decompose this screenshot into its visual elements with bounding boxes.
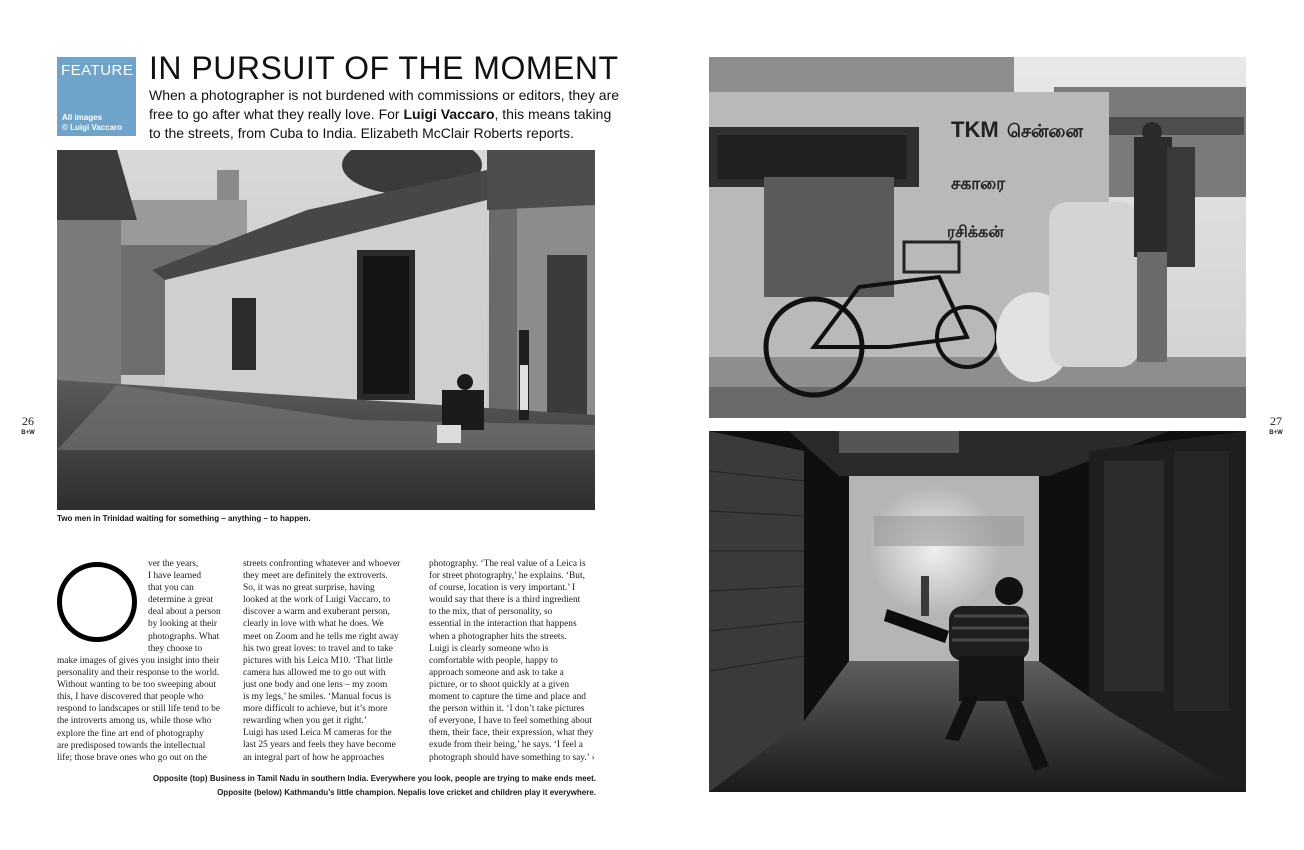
body-line: when a photographer hits the streets. bbox=[429, 631, 567, 642]
body-line: discover a warm and exuberant person, bbox=[243, 607, 390, 618]
body-line: of everyone, I have to feel something about bbox=[429, 716, 592, 727]
folio-brand-right: B+W bbox=[1269, 430, 1283, 436]
page-number-right: 27 bbox=[1270, 414, 1282, 428]
body-line: the person within it. ‘I don’t take pictures bbox=[429, 704, 585, 715]
body-line: Luigi is clearly someone who is bbox=[429, 643, 549, 654]
feature-label: FEATURE bbox=[61, 62, 134, 79]
drop-cap-o bbox=[57, 562, 137, 642]
body-line: picture, or to shoot quickly at a given bbox=[429, 679, 570, 690]
body-line: comfortable with people, happy to bbox=[429, 655, 558, 666]
body-column-2 bbox=[243, 558, 400, 764]
caption-opposite-below: Opposite (below) Kathmandu’s little champion. Nepalis love cricket and children play it everywhere. bbox=[217, 788, 596, 797]
body-line: explore the fine art end of photography bbox=[57, 728, 204, 739]
body-line: just one body and one lens – my zoom bbox=[243, 679, 388, 690]
body-line: is my legs,’ he smiles. ‘Manual focus is bbox=[243, 692, 391, 703]
body-line: rewarding when you get it right.’ bbox=[243, 716, 367, 727]
body-line: Luigi has used Leica M cameras for the bbox=[243, 728, 392, 739]
body-line: make images of gives you insight into their bbox=[57, 656, 220, 666]
body-line: pictures with his Leica M10. ‘That little bbox=[243, 655, 393, 666]
body-line: ver the years, bbox=[148, 559, 199, 569]
standfirst-line-2-end: , this means taking bbox=[494, 106, 612, 122]
wall-sign-tamil-2: சகாரை bbox=[951, 174, 1006, 194]
body-line: So, it was no great surprise, having bbox=[243, 583, 375, 594]
wall-sign-tkm: TKM bbox=[951, 117, 999, 142]
body-line: streets confronting whatever and whoever bbox=[243, 559, 401, 569]
body-line: determine a great bbox=[148, 595, 214, 606]
body-line: photographs. What bbox=[148, 631, 220, 642]
photo-caption-left: Two men in Trinidad waiting for something – anything – to happen. bbox=[57, 514, 311, 523]
body-line: essential in the interaction that happens bbox=[429, 619, 577, 630]
body-line: of course, location is very important.’ I bbox=[429, 583, 576, 594]
body-line: last 25 years and feels they have become bbox=[243, 740, 396, 751]
body-line: would say that there is a third ingredient bbox=[429, 595, 581, 606]
body-line: the introverts among us, while those who bbox=[57, 716, 212, 727]
standfirst-line-2 bbox=[149, 105, 612, 124]
body-column-1-wrapped bbox=[148, 558, 221, 655]
body-line: life; those brave ones who go out on the bbox=[57, 752, 207, 763]
body-column-1 bbox=[57, 655, 220, 764]
standfirst bbox=[149, 86, 620, 143]
caption-opposite-top: Opposite (top) Business in Tamil Nadu in southern India. Everywhere you look, people are trying to make ends meet. bbox=[152, 774, 596, 783]
body-line: his two great loves: to travel and to take bbox=[243, 643, 393, 654]
body-line: an integral part of how he approaches bbox=[243, 752, 385, 763]
body-line: photograph should have something to say.’ › bbox=[429, 752, 595, 763]
opposite-captions bbox=[153, 772, 596, 800]
body-column-3 bbox=[429, 558, 595, 764]
body-line: they choose to bbox=[148, 643, 203, 654]
credit-line-2: © Luigi Vaccaro bbox=[62, 123, 123, 132]
body-line: to the mix, that of personality, so bbox=[429, 607, 553, 618]
page-number-left: 26 bbox=[22, 414, 34, 428]
photographer-name: Luigi Vaccaro bbox=[403, 106, 495, 122]
body-line: deal about a person bbox=[148, 607, 221, 618]
body-line: by looking at their bbox=[148, 619, 217, 630]
body-line: that you can bbox=[148, 583, 194, 594]
body-line: personality and their response to the world. bbox=[57, 668, 220, 679]
body-line: meet on Zoom and he tells me right away bbox=[243, 631, 399, 642]
folio-brand-left: B+W bbox=[21, 430, 35, 436]
body-line: respond to landscapes or still life tend to be bbox=[57, 704, 220, 715]
body-line: clearly in love with what he does. We bbox=[243, 619, 384, 630]
photo-tamil-nadu-business bbox=[709, 57, 1246, 418]
photo-kathmandu-cricket bbox=[709, 431, 1246, 792]
body-line: are predisposed towards the intellectual bbox=[57, 740, 206, 751]
credit-line-1: All images bbox=[62, 113, 103, 122]
body-line: I have learned bbox=[148, 571, 202, 582]
standfirst-line-1: When a photographer is not burdened with commissions or editors, they are bbox=[149, 87, 620, 103]
body-line: looked at the work of Luigi Vaccaro, to bbox=[243, 595, 391, 606]
body-line: this, I have discovered that people who bbox=[57, 692, 204, 703]
body-line: them, their face, their expression, what they bbox=[429, 728, 594, 739]
body-line: camera has allowed me to go out with bbox=[243, 667, 386, 678]
feature-badge bbox=[57, 57, 136, 136]
wall-sign-tamil-3: ரசிக்கன் bbox=[947, 222, 1004, 241]
standfirst-line-3: to the streets, from Cuba to India. Elizabeth McClair Roberts reports. bbox=[149, 125, 574, 141]
body-line: more difficult to achieve, but it’s more bbox=[243, 704, 388, 715]
wall-sign-tamil-1: சென்னை bbox=[1007, 121, 1083, 142]
body-line: Without wanting to be too sweeping about bbox=[57, 680, 216, 691]
body-line: exude from their being,’ he says. ‘I feel a bbox=[429, 740, 583, 751]
standfirst-line-2-start: free to go after what they really love. For bbox=[149, 106, 404, 122]
article-title: IN PURSUIT OF THE MOMENT bbox=[149, 50, 619, 86]
body-line: for street photography,’ he explains. ‘But, bbox=[429, 571, 585, 582]
photo-trinidad-street bbox=[57, 150, 595, 510]
body-line: approach someone and ask to take a bbox=[429, 667, 564, 678]
body-line: moment to capture the time and place and bbox=[429, 692, 586, 703]
body-line: photography. ‘The real value of a Leica is bbox=[429, 559, 586, 569]
body-line: they meet are definitely the extroverts. bbox=[243, 571, 388, 582]
